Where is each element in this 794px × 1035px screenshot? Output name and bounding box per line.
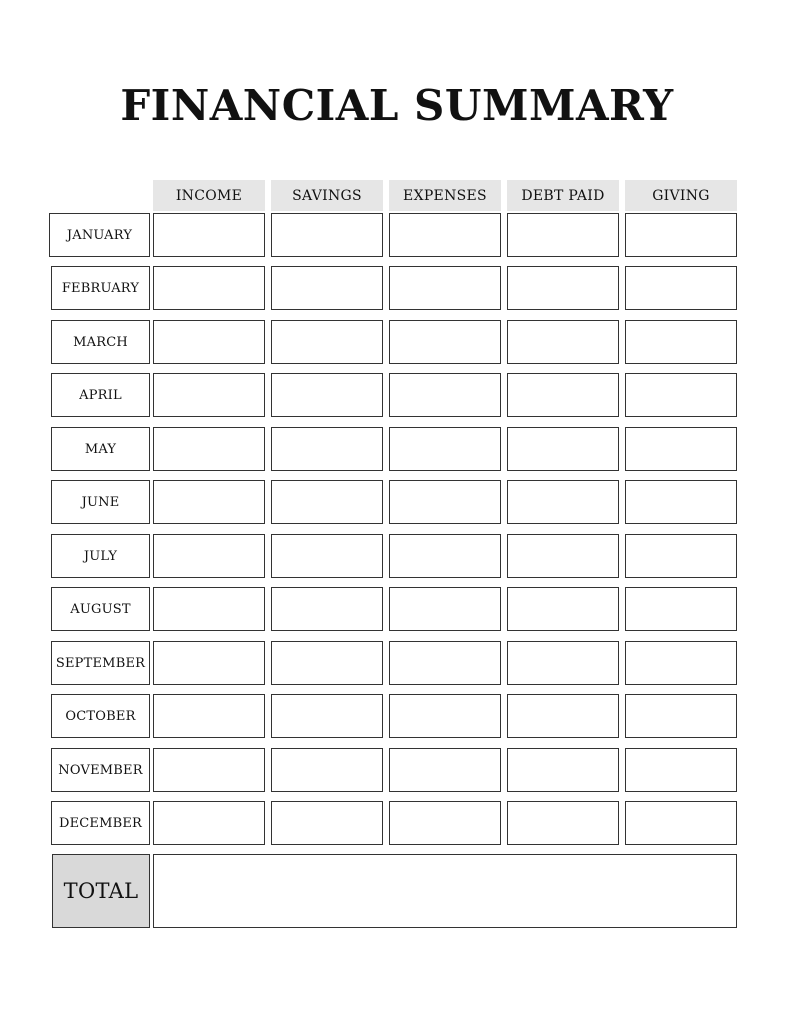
month-label-november: NOVEMBER: [51, 748, 150, 792]
total-input-cell[interactable]: [153, 854, 737, 928]
cell-august-income[interactable]: [153, 587, 265, 631]
cell-july-giving[interactable]: [625, 534, 737, 578]
column-header-income: INCOME: [153, 180, 265, 211]
cell-november-expenses[interactable]: [389, 748, 501, 792]
cell-september-debt-paid[interactable]: [507, 641, 619, 685]
cell-february-income[interactable]: [153, 266, 265, 310]
cell-march-income[interactable]: [153, 320, 265, 364]
cell-november-income[interactable]: [153, 748, 265, 792]
month-label-october: OCTOBER: [51, 694, 150, 738]
month-label-february: FEBRUARY: [51, 266, 150, 310]
cell-april-debt-paid[interactable]: [507, 373, 619, 417]
month-label-december: DECEMBER: [51, 801, 150, 845]
month-label-april: APRIL: [51, 373, 150, 417]
cell-january-income[interactable]: [153, 213, 265, 257]
cell-november-savings[interactable]: [271, 748, 383, 792]
cell-may-income[interactable]: [153, 427, 265, 471]
cell-march-giving[interactable]: [625, 320, 737, 364]
cell-january-savings[interactable]: [271, 213, 383, 257]
cell-july-income[interactable]: [153, 534, 265, 578]
total-label: TOTAL: [52, 854, 150, 928]
cell-december-expenses[interactable]: [389, 801, 501, 845]
cell-september-expenses[interactable]: [389, 641, 501, 685]
cell-october-savings[interactable]: [271, 694, 383, 738]
cell-june-giving[interactable]: [625, 480, 737, 524]
cell-february-savings[interactable]: [271, 266, 383, 310]
cell-may-debt-paid[interactable]: [507, 427, 619, 471]
month-label-january: JANUARY: [49, 213, 150, 257]
cell-march-debt-paid[interactable]: [507, 320, 619, 364]
cell-november-debt-paid[interactable]: [507, 748, 619, 792]
cell-july-expenses[interactable]: [389, 534, 501, 578]
cell-october-giving[interactable]: [625, 694, 737, 738]
cell-august-expenses[interactable]: [389, 587, 501, 631]
cell-december-savings[interactable]: [271, 801, 383, 845]
cell-december-income[interactable]: [153, 801, 265, 845]
month-label-march: MARCH: [51, 320, 150, 364]
page-title: FINANCIAL SUMMARY: [120, 81, 674, 130]
cell-april-savings[interactable]: [271, 373, 383, 417]
cell-december-giving[interactable]: [625, 801, 737, 845]
cell-september-giving[interactable]: [625, 641, 737, 685]
column-header-expenses: EXPENSES: [389, 180, 501, 211]
cell-january-expenses[interactable]: [389, 213, 501, 257]
cell-february-giving[interactable]: [625, 266, 737, 310]
cell-june-income[interactable]: [153, 480, 265, 524]
cell-july-debt-paid[interactable]: [507, 534, 619, 578]
cell-october-income[interactable]: [153, 694, 265, 738]
cell-february-expenses[interactable]: [389, 266, 501, 310]
cell-january-giving[interactable]: [625, 213, 737, 257]
cell-july-savings[interactable]: [271, 534, 383, 578]
cell-april-income[interactable]: [153, 373, 265, 417]
cell-april-expenses[interactable]: [389, 373, 501, 417]
cell-march-savings[interactable]: [271, 320, 383, 364]
cell-november-giving[interactable]: [625, 748, 737, 792]
cell-june-debt-paid[interactable]: [507, 480, 619, 524]
cell-february-debt-paid[interactable]: [507, 266, 619, 310]
cell-august-giving[interactable]: [625, 587, 737, 631]
month-label-august: AUGUST: [51, 587, 150, 631]
cell-october-expenses[interactable]: [389, 694, 501, 738]
cell-september-income[interactable]: [153, 641, 265, 685]
cell-september-savings[interactable]: [271, 641, 383, 685]
cell-december-debt-paid[interactable]: [507, 801, 619, 845]
cell-january-debt-paid[interactable]: [507, 213, 619, 257]
cell-march-expenses[interactable]: [389, 320, 501, 364]
column-header-savings: SAVINGS: [271, 180, 383, 211]
month-label-june: JUNE: [51, 480, 150, 524]
cell-october-debt-paid[interactable]: [507, 694, 619, 738]
column-header-giving: GIVING: [625, 180, 737, 211]
cell-august-debt-paid[interactable]: [507, 587, 619, 631]
cell-august-savings[interactable]: [271, 587, 383, 631]
month-label-may: MAY: [51, 427, 150, 471]
cell-june-savings[interactable]: [271, 480, 383, 524]
cell-may-expenses[interactable]: [389, 427, 501, 471]
cell-may-giving[interactable]: [625, 427, 737, 471]
cell-april-giving[interactable]: [625, 373, 737, 417]
column-header-debt-paid: DEBT PAID: [507, 180, 619, 211]
cell-june-expenses[interactable]: [389, 480, 501, 524]
month-label-september: SEPTEMBER: [51, 641, 150, 685]
month-label-july: JULY: [51, 534, 150, 578]
cell-may-savings[interactable]: [271, 427, 383, 471]
